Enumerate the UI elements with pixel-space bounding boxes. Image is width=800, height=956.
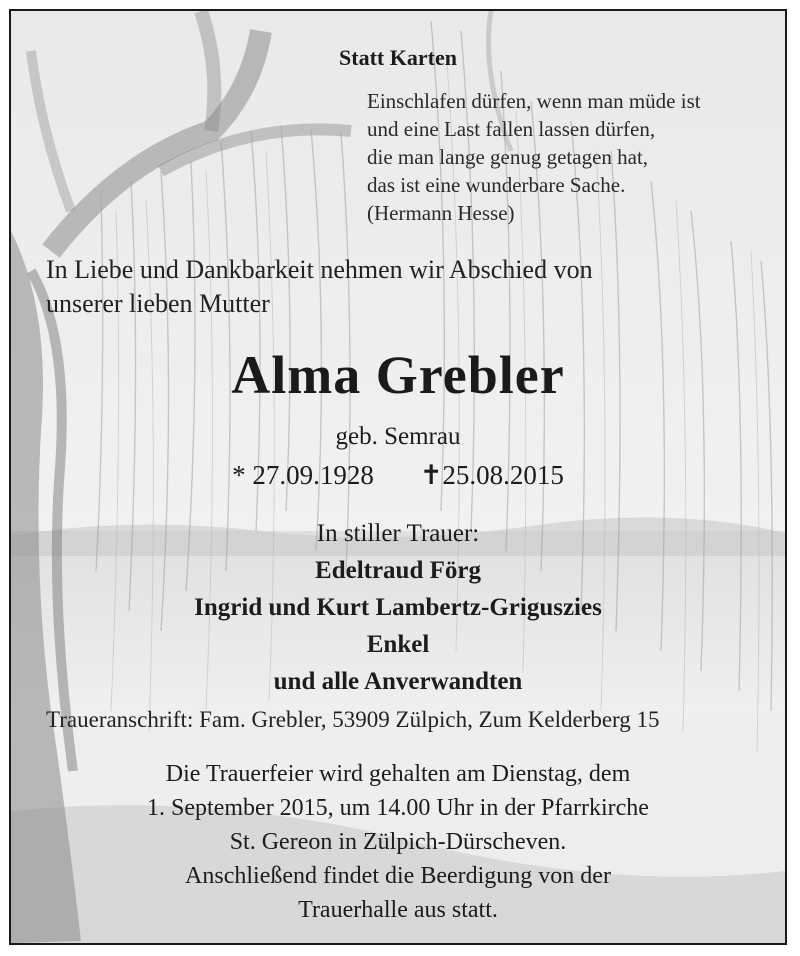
death-date: ✝25.08.2015 — [419, 460, 564, 490]
poem-line: und eine Last fallen lassen dürfen, — [367, 117, 656, 141]
intro-line: unserer lieben Mutter — [46, 289, 270, 318]
mourning-heading: In stiller Trauer: — [316, 520, 480, 547]
maiden-name: geb. Semrau — [335, 423, 461, 450]
deceased-name: Alma Grebler — [231, 345, 565, 405]
birth-date: * 27.09.1928 — [232, 460, 374, 490]
poem-line: die man lange genug getagen hat, — [367, 145, 649, 169]
life-dates — [11, 460, 785, 491]
statt-karten-heading — [11, 45, 785, 71]
intro-line: In Liebe und Dankbarkeit nehmen wir Abschied von — [46, 255, 593, 284]
hesse-quote — [367, 87, 701, 227]
statt-karten-label: Statt Karten — [339, 45, 457, 70]
service-line: Anschließend findet die Beerdigung von der — [185, 863, 611, 889]
mourner-name: Enkel — [366, 631, 430, 658]
poem-line: das ist eine wunderbare Sache. — [367, 173, 626, 197]
obituary-text — [11, 11, 785, 943]
funeral-service-info — [11, 757, 785, 927]
mourning-address: Traueranschrift: Fam. Grebler, 53909 Zülpich, Zum Kelderberg 15 — [46, 707, 660, 732]
mourners-block — [11, 515, 785, 700]
mourner-name: Edeltraud Förg — [315, 557, 481, 584]
service-line: St. Gereon in Zülpich-Dürscheven. — [229, 829, 567, 855]
poem-line: Einschlafen dürfen, wenn man müde ist — [367, 89, 701, 113]
service-line: Die Trauerfeier wird gehalten am Dienstag, dem — [165, 761, 631, 787]
poem-attribution: (Hermann Hesse) — [367, 201, 515, 225]
obituary-card — [9, 9, 787, 945]
service-line: Trauerhalle aus statt. — [298, 897, 498, 923]
service-line: 1. September 2015, um 14.00 Uhr in der Pfarrkirche — [147, 795, 649, 821]
mourner-name: Ingrid und Kurt Lambertz-Griguszies — [194, 594, 602, 621]
farewell-intro — [46, 253, 593, 321]
mourner-name: und alle Anverwandten — [273, 668, 523, 695]
